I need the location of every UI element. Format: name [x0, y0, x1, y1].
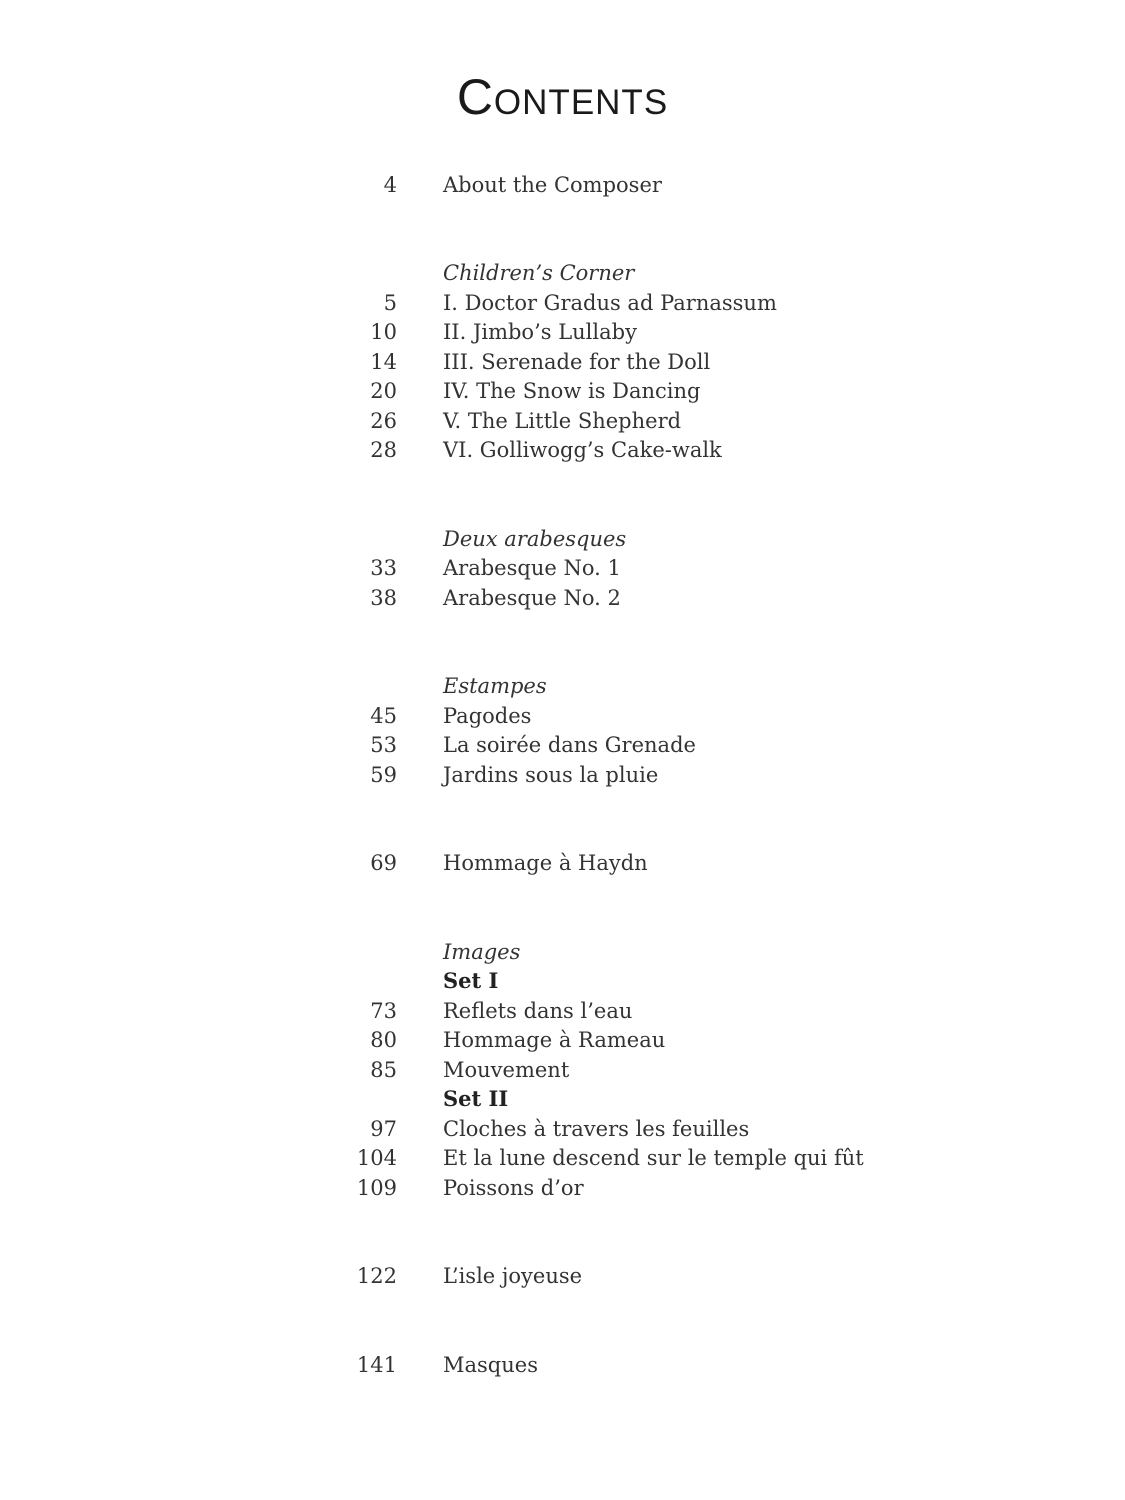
toc-page-number: 33 — [370, 556, 397, 580]
toc-entry-title: Pagodes — [443, 704, 532, 728]
toc-page-number: 28 — [370, 438, 397, 462]
toc-page-number: 97 — [370, 1117, 397, 1141]
toc-entry[interactable] — [340, 701, 880, 731]
page-title: Contents — [456, 69, 669, 125]
toc-page-number: 20 — [370, 379, 397, 403]
toc-entry-title: II. Jimbo’s Lullaby — [443, 320, 637, 344]
toc-entry[interactable] — [340, 583, 880, 613]
toc-page-number: 69 — [370, 851, 397, 875]
toc-entry-title: IV. The Snow is Dancing — [443, 379, 701, 403]
toc-entry[interactable] — [340, 1055, 880, 1085]
toc-entry[interactable] — [340, 760, 880, 790]
toc-page-number: 5 — [383, 291, 397, 315]
toc-page-number: 104 — [356, 1146, 397, 1170]
toc-subsection-title: Set I — [443, 968, 499, 993]
toc-entry[interactable] — [340, 435, 880, 465]
toc-page-number: 109 — [356, 1176, 397, 1200]
toc-section-title: Deux arabesques — [443, 527, 627, 551]
toc-subsection-heading — [340, 966, 880, 996]
toc-entry-title: L’isle joyeuse — [443, 1264, 583, 1288]
toc-entry[interactable] — [340, 1143, 880, 1173]
toc-entry[interactable] — [340, 1173, 880, 1203]
toc-entry[interactable] — [340, 376, 880, 406]
toc-entry-title: Cloches à travers les feuilles — [443, 1117, 750, 1141]
toc-entry-title: Masques — [443, 1353, 538, 1377]
toc-page-number: 59 — [370, 763, 397, 787]
toc-entry[interactable] — [340, 347, 880, 377]
toc-entry[interactable] — [340, 848, 880, 878]
toc-entry[interactable] — [340, 406, 880, 436]
toc-entry[interactable] — [340, 170, 880, 200]
toc-entry[interactable] — [340, 1350, 880, 1380]
toc-entry[interactable] — [340, 1114, 880, 1144]
toc-entry-title: III. Serenade for the Doll — [443, 350, 711, 374]
toc-page-number: 85 — [370, 1058, 397, 1082]
toc-section-title: Estampes — [443, 674, 547, 698]
toc-entry[interactable] — [340, 730, 880, 760]
toc-page-number: 26 — [370, 409, 397, 433]
toc-subsection-title: Set II — [443, 1086, 509, 1111]
toc-entry[interactable] — [340, 1261, 880, 1291]
toc-section-heading — [340, 524, 880, 554]
toc-entry-title: Reflets dans l’eau — [443, 999, 633, 1023]
toc-page-number: 141 — [356, 1353, 397, 1377]
toc-entry-title: Hommage à Haydn — [443, 851, 648, 875]
toc-section-heading — [340, 937, 880, 967]
toc-page-number: 73 — [370, 999, 397, 1023]
toc-page-number: 122 — [356, 1264, 397, 1288]
toc-entry-title: Et la lune descend sur le temple qui fût — [443, 1146, 864, 1170]
toc-entry-title: Hommage à Rameau — [443, 1028, 666, 1052]
toc-entry-title: Mouvement — [443, 1058, 570, 1082]
toc-entry[interactable] — [340, 317, 880, 347]
toc-entry-title: Arabesque No. 2 — [443, 586, 621, 610]
toc-page-number: 80 — [370, 1028, 397, 1052]
toc-page-number: 10 — [370, 320, 397, 344]
toc-section-heading — [340, 671, 880, 701]
toc-entry-title: La soirée dans Grenade — [443, 733, 696, 757]
toc-page-number: 45 — [370, 704, 397, 728]
toc-page-number: 4 — [383, 173, 397, 197]
toc-entry-title: Jardins sous la pluie — [443, 763, 659, 787]
toc-entry-title: V. The Little Shepherd — [443, 409, 682, 433]
toc-page-number: 53 — [370, 733, 397, 757]
toc-page-number: 38 — [370, 586, 397, 610]
toc-section-heading — [340, 258, 880, 288]
toc-section-title: Children’s Corner — [443, 261, 635, 285]
toc-page-number: 14 — [370, 350, 397, 374]
toc-entry-title: I. Doctor Gradus ad Parnassum — [443, 291, 777, 315]
toc-entry[interactable] — [340, 996, 880, 1026]
toc-entry[interactable] — [340, 1025, 880, 1055]
toc-entry-title: About the Composer — [443, 173, 662, 197]
toc-section-title: Images — [443, 940, 521, 964]
toc-entry-title: Arabesque No. 1 — [443, 556, 621, 580]
toc-subsection-heading — [340, 1084, 880, 1114]
toc-entry-title: Poissons d’or — [443, 1176, 584, 1200]
toc-entry[interactable] — [340, 553, 880, 583]
toc-entry-title: VI. Golliwogg’s Cake-walk — [443, 438, 722, 462]
toc-entry[interactable] — [340, 288, 880, 318]
